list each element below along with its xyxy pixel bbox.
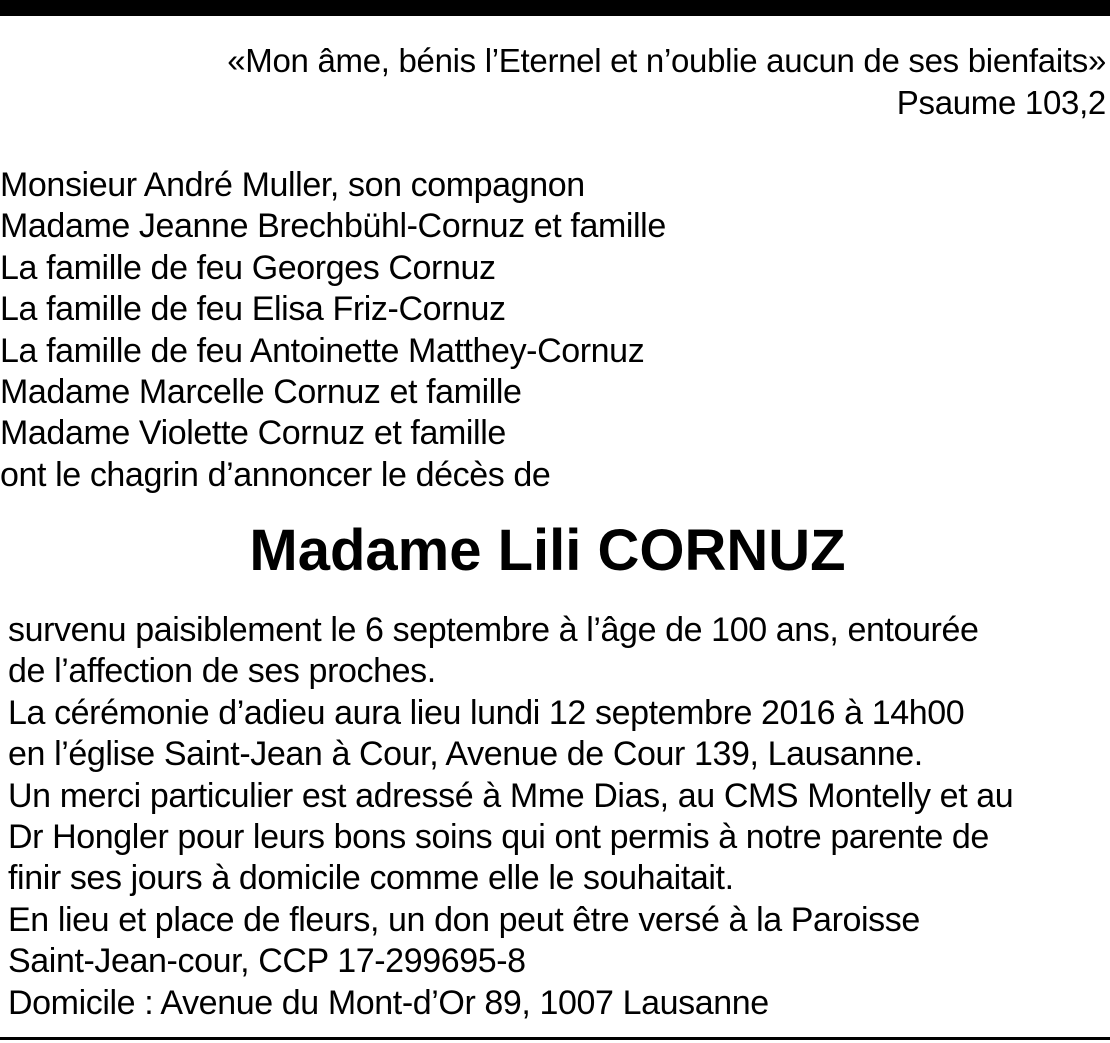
announcer-line: Monsieur André Muller, son compagnon [0, 166, 585, 204]
details-line: La cérémonie d’adieu aura lieu lundi 12 septembre 2016 à 14h00 [8, 693, 965, 732]
details-line: En lieu et place de fleurs, un don peut être versé à la Paroisse [8, 900, 920, 939]
announcer-line: Madame Jeanne Brechbühl-Cornuz et famille [0, 207, 666, 246]
announcers-list [0, 165, 666, 496]
epigraph [227, 40, 1106, 124]
top-border-rule [0, 0, 1110, 16]
details-line: Un merci particulier est adressé à Mme Dias, au CMS Montelly et au [8, 776, 1014, 815]
bottom-border-rule [0, 1037, 1110, 1040]
announcer-line: Madame Violette Cornuz et famille [0, 414, 506, 453]
domicile-line: Domicile : Avenue du Mont-d’Or 89, 1007 Lausanne [8, 983, 769, 1022]
announcement-intro-line: ont le chagrin d’annoncer le décès de [0, 455, 551, 494]
details-line: finir ses jours à domicile comme elle le souhaitait. [8, 859, 734, 898]
announcer-line: La famille de feu Elisa Friz-Cornuz [0, 290, 506, 329]
announcer-line: La famille de feu Antoinette Matthey-Cornuz [0, 331, 645, 370]
epigraph-reference: Psaume 103,2 [896, 84, 1106, 121]
announcer-line: Madame Marcelle Cornuz et famille [0, 373, 522, 412]
details-line: en l’église Saint-Jean à Cour, Avenue de Cour 139, Lausanne. [8, 735, 923, 774]
details-line: Saint-Jean-cour, CCP 17-299695-8 [8, 942, 526, 981]
details-line: survenu paisiblement le 6 septembre à l’âge de 100 ans, entourée [8, 611, 979, 649]
announcer-line: La famille de feu Georges Cornuz [0, 248, 496, 287]
details-line: Dr Hongler pour leurs bons soins qui ont permis à notre parente de [8, 818, 989, 857]
deceased-name: Madame Lili CORNUZ [249, 518, 846, 583]
epigraph-quote: «Mon âme, bénis l’Eternel et n’oublie aucun de ses bienfaits» [227, 42, 1106, 79]
details-line: de l’affection de ses proches. [8, 652, 436, 691]
obituary-details [8, 610, 1013, 1024]
